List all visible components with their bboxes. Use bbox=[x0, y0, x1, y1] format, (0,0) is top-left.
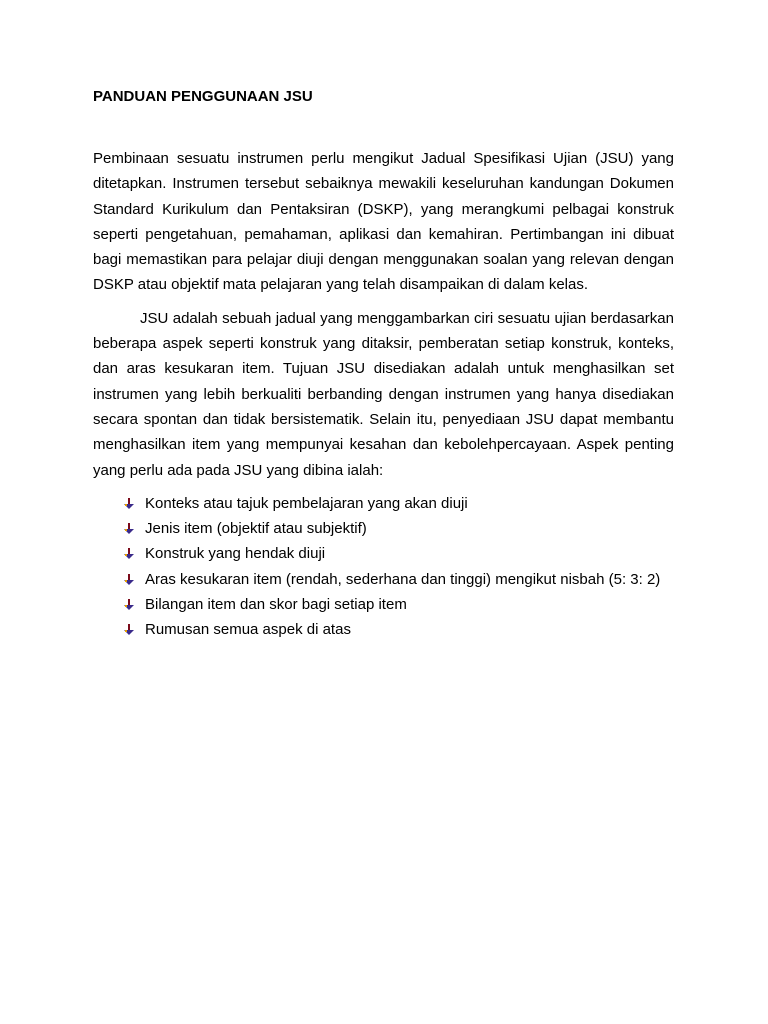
document-page bbox=[93, 87, 674, 643]
arrow-down-bullet-icon bbox=[123, 624, 135, 636]
arrow-down-bullet-icon bbox=[123, 523, 135, 535]
list-item-text: Jenis item (objektif atau subjektif) bbox=[145, 520, 367, 538]
list-item-text: Bilangan item dan skor bagi setiap item bbox=[145, 596, 407, 614]
list-item-text: Konstruk yang hendak diuji bbox=[145, 545, 326, 563]
list-item-text: Konteks atau tajuk pembelajaran yang akan diuji bbox=[145, 494, 468, 512]
list-item bbox=[93, 516, 674, 541]
arrow-down-bullet-icon bbox=[123, 599, 135, 611]
document-heading: PANDUAN PENGGUNAAN JSU bbox=[93, 88, 313, 105]
list-item bbox=[93, 541, 674, 566]
list-item bbox=[93, 592, 674, 617]
list-item bbox=[93, 567, 674, 592]
list-item-text: Rumusan semua aspek di atas bbox=[145, 621, 351, 639]
paragraph-1: Pembinaan sesuatu instrumen perlu mengikut Jadual Spesifikasi Ujian (JSU) yang ditetapkan. Instrumen tersebut sebaiknya mewakili keseluruhan kandungan Dokumen Standard Kurikulum dan Pentaksiran (DSKP), yang merangkumi pelbagai konstruk seperti pengetahuan, pemahaman, aplikasi dan kemahiran. Pertimbangan ini dibuat bagi memastikan para pelajar diuji dengan menggunakan soalan yang relevan dengan DSKP atau objektif mata pelajaran yang telah disampaikan di dalam kelas. bbox=[93, 150, 674, 294]
arrow-down-bullet-icon bbox=[123, 498, 135, 510]
arrow-down-bullet-icon bbox=[123, 548, 135, 560]
arrow-down-bullet-icon bbox=[123, 574, 135, 586]
paragraph-2: JSU adalah sebuah jadual yang menggambarkan ciri sesuatu ujian berdasarkan beberapa aspek seperti konstruk yang ditaksir, pemberatan setiap konstruk, konteks, dan aras kesukaran item. Tujuan JSU disediakan adalah untuk menghasilkan set instrumen yang lebih berkualiti berbanding dengan instrumen yang hanya disediakan secara spontan dan tidak bersistematik. Selain itu, penyediaan JSU dapat membantu menghasilkan item yang mempunyai kesahan dan kebolehpercayaan. Aspek penting yang perlu ada pada JSU yang dibina ialah: bbox=[93, 309, 674, 479]
list-item bbox=[93, 617, 674, 642]
list-item-text: Aras kesukaran item (rendah, sederhana dan tinggi) mengikut nisbah (5: 3: 2) bbox=[145, 570, 661, 588]
aspect-list bbox=[93, 491, 674, 643]
list-item bbox=[93, 491, 674, 516]
